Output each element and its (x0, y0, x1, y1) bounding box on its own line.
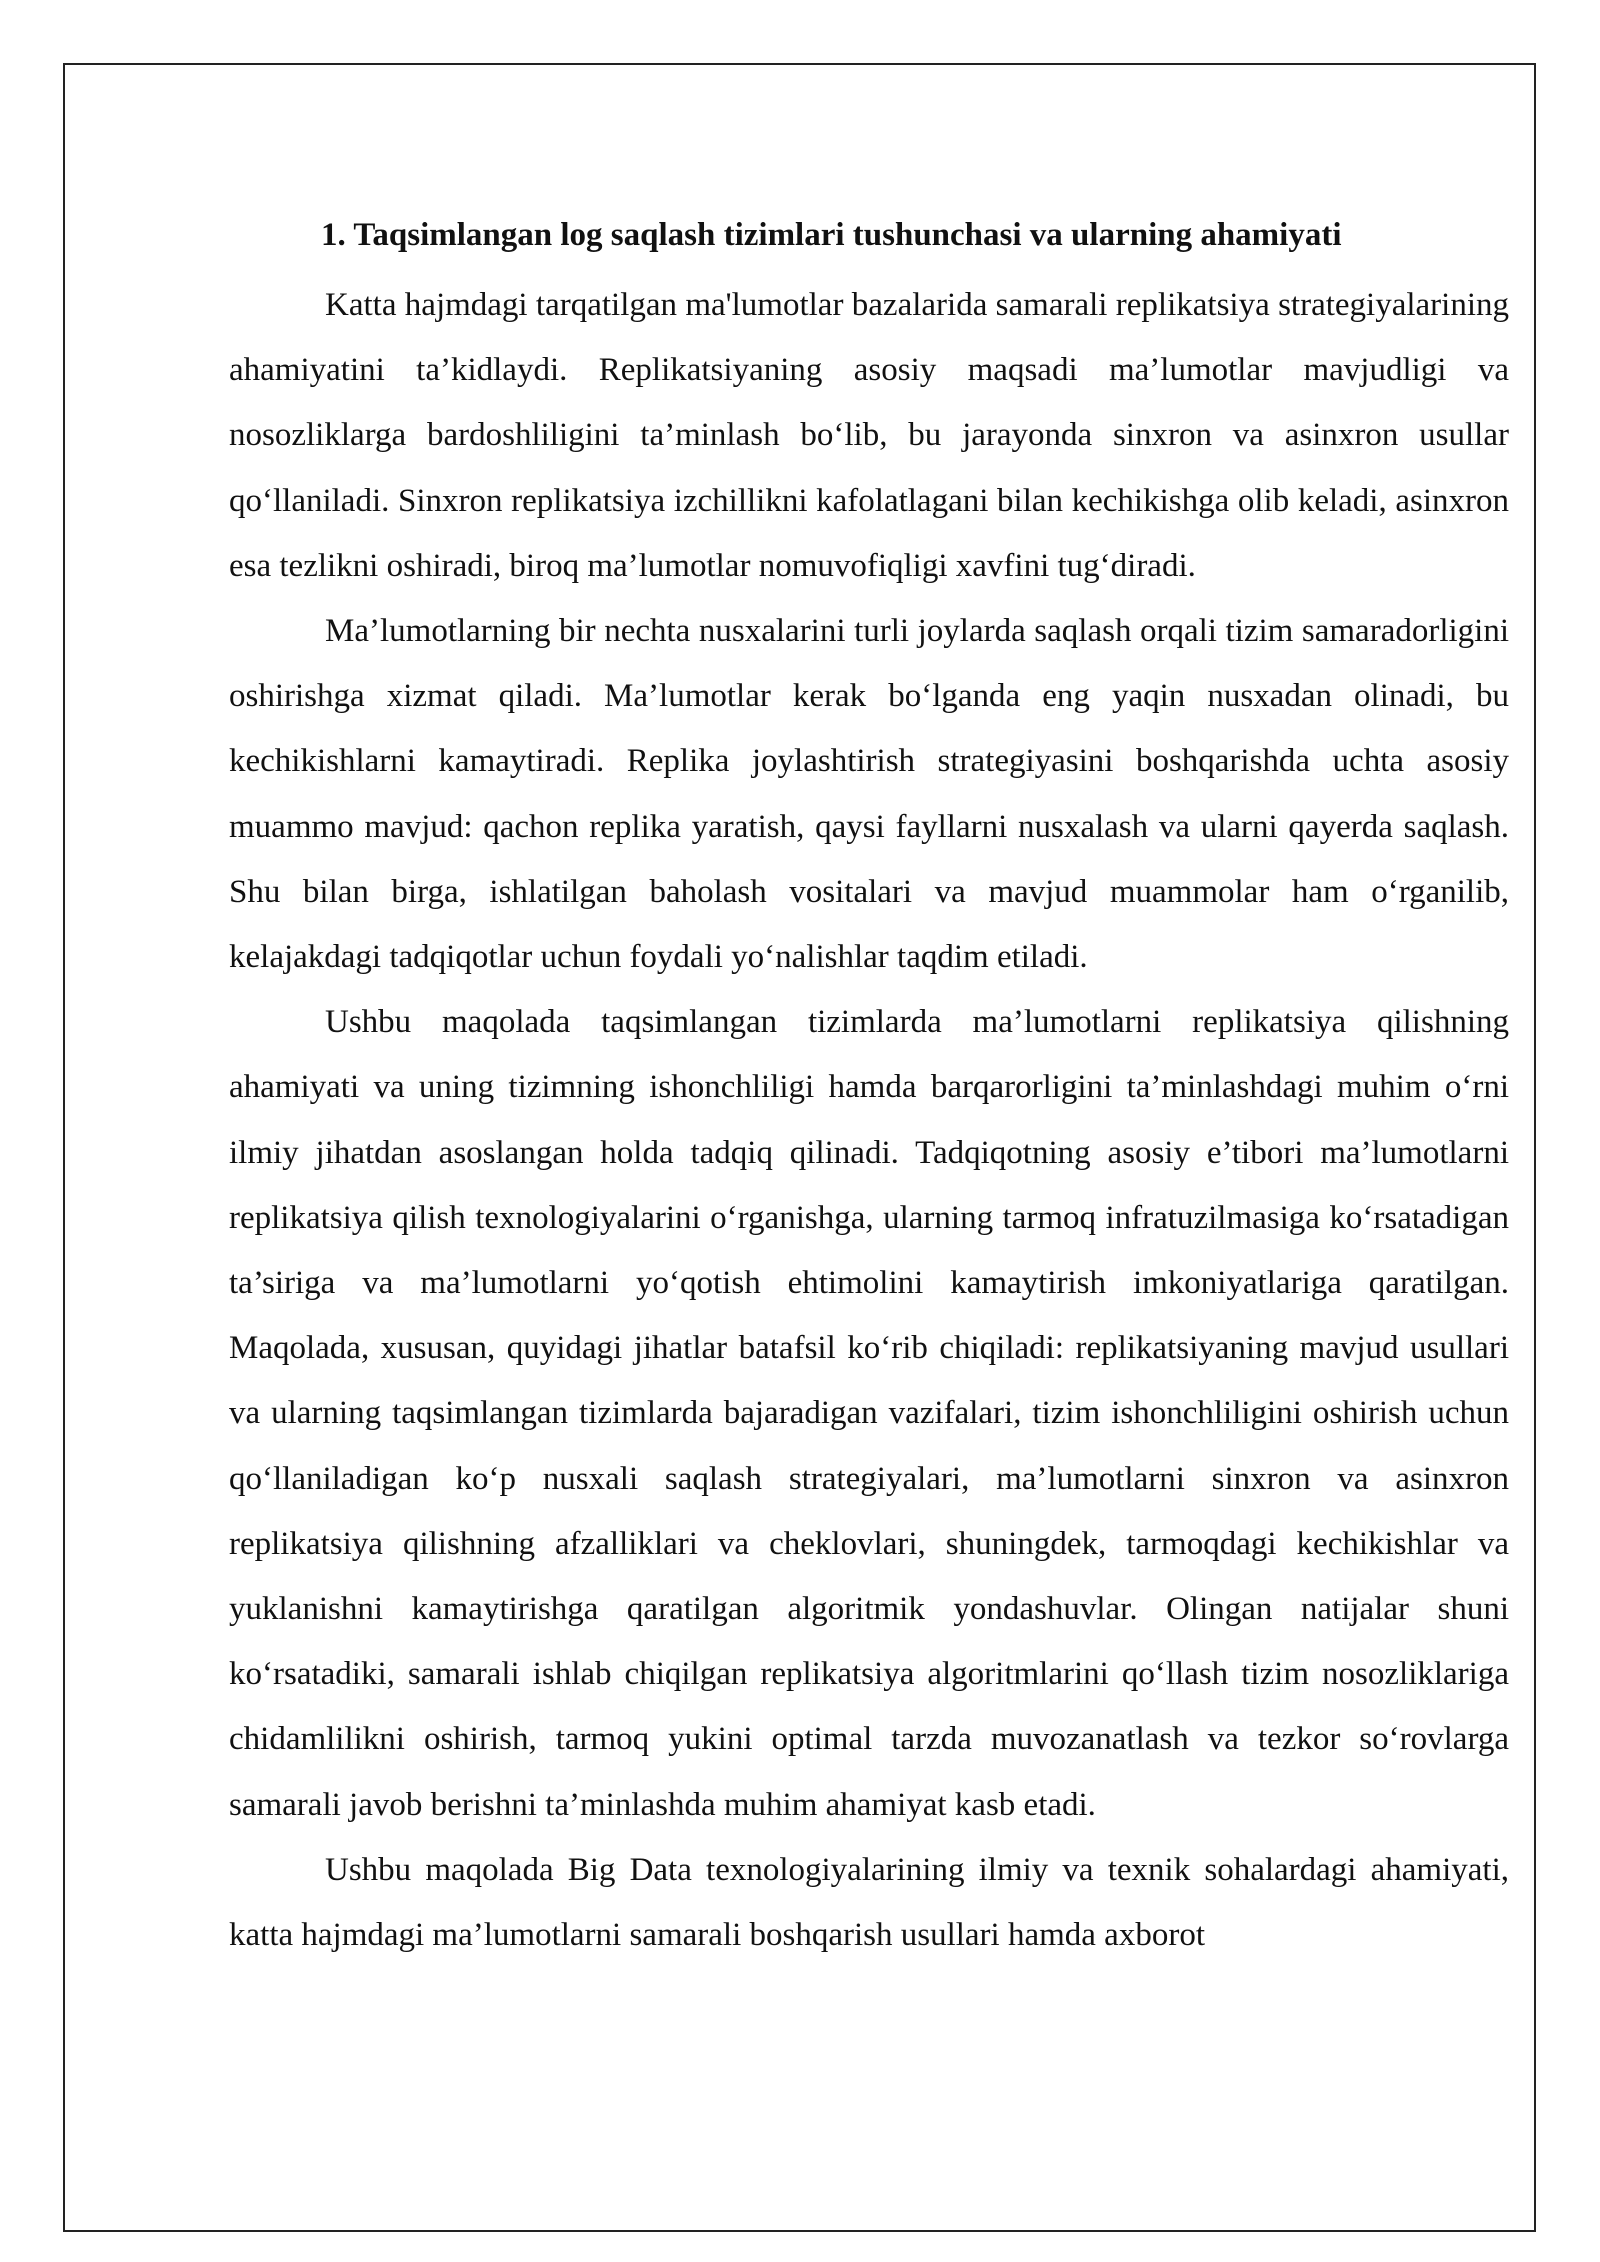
paragraph-replica-placement: Ma’lumotlarning bir nechta nusxalarini turli joylarda saqlash orqali tizim samaradorligini oshirishga xizmat qiladi. Ma’lumotlar kerak bo‘lganda eng yaqin nusxadan olinadi, bu kechikishlarni kamaytiradi. Replika joylashtirish strategiyasini boshqarishda uchta asosiy muammo mavjud: qachon replika yaratish, qaysi fayllarni nusxalash va ularni qayerda saqlash. Shu bilan birga, ishlatilgan baholash vositalari va mavjud muammolar ham o‘rganilib, kelajakdagi tadqiqotlar uchun foydali yo‘nalishlar taqdim etiladi. (229, 613, 1509, 976)
section-heading: 1. Taqsimlangan log saqlash tizimlari tushunchasi va ularning ahamiyati (321, 217, 1342, 253)
paragraph-article-scope: Ushbu maqolada taqsimlangan tizimlarda ma’lumotlarni replikatsiya qilishning ahamiyati va uning tizimning ishonchliligi hamda barqarorligini ta’minlashdagi muhim o‘rni ilmiy jihatdan asoslangan holda tadqiq qilinadi. Tadqiqotning asosiy e’tibori ma’lumotlarni replikatsiya qilish texnologiyalarini o‘rganishga, ularning tarmoq infratuzilmasiga ko‘rsatadigan ta’siriga va ma’lumotlarni yo‘qotish ehtimolini kamaytirish imkoniyatlariga qaratilgan. Maqolada, xususan, quyidagi jihatlar batafsil ko‘rib chiqiladi: replikatsiyaning mavjud usullari va ularning taqsimlangan tizimlarda bajaradigan vazifalari, tizim ishonchliligini oshirish uchun qo‘llaniladigan ko‘p nusxali saqlash strategiyalari, ma’lumotlarni sinxron va asinxron replikatsiya qilishning afzalliklari va cheklovlari, shuningdek, tarmoqdagi kechikishlar va yuklanishni kamaytirishga qaratilgan algoritmik yondashuvlar. Olingan natijalar shuni ko‘rsatadiki, samarali ishlab chiqilgan replikatsiya algoritmlarini qo‘llash tizim nosozliklariga chidamlilikni oshirish, tarmoq yukini optimal tarzda muvozanatlash va tezkor so‘rovlarga samarali javob berishni ta’minlashda muhim ahamiyat kasb etadi. (229, 1004, 1509, 1823)
paragraph-replication-strategies: Katta hajmdagi tarqatilgan ma'lumotlar bazalarida samarali replikatsiya strategiyalarining ahamiyatini ta’kidlaydi. Replikatsiyaning asosiy maqsadi ma’lumotlar mavjudligi va nosozliklarga bardoshliligini ta’minlash bo‘lib, bu jarayonda sinxron va asinxron usullar qo‘llaniladi. Sinxron replikatsiya izchillikni kafolatlagani bilan kechikishga olib keladi, asinxron esa tezlikni oshiradi, biroq ma’lumotlar nomuvofiqligi xavfini tug‘diradi. (229, 287, 1509, 584)
document-body (229, 210, 1509, 1968)
paragraph-big-data: Ushbu maqolada Big Data texnologiyalarining ilmiy va texnik sohalardagi ahamiyati, katta hajmdagi ma’lumotlarni samarali boshqarish usullari hamda axborot (229, 1851, 1509, 1954)
